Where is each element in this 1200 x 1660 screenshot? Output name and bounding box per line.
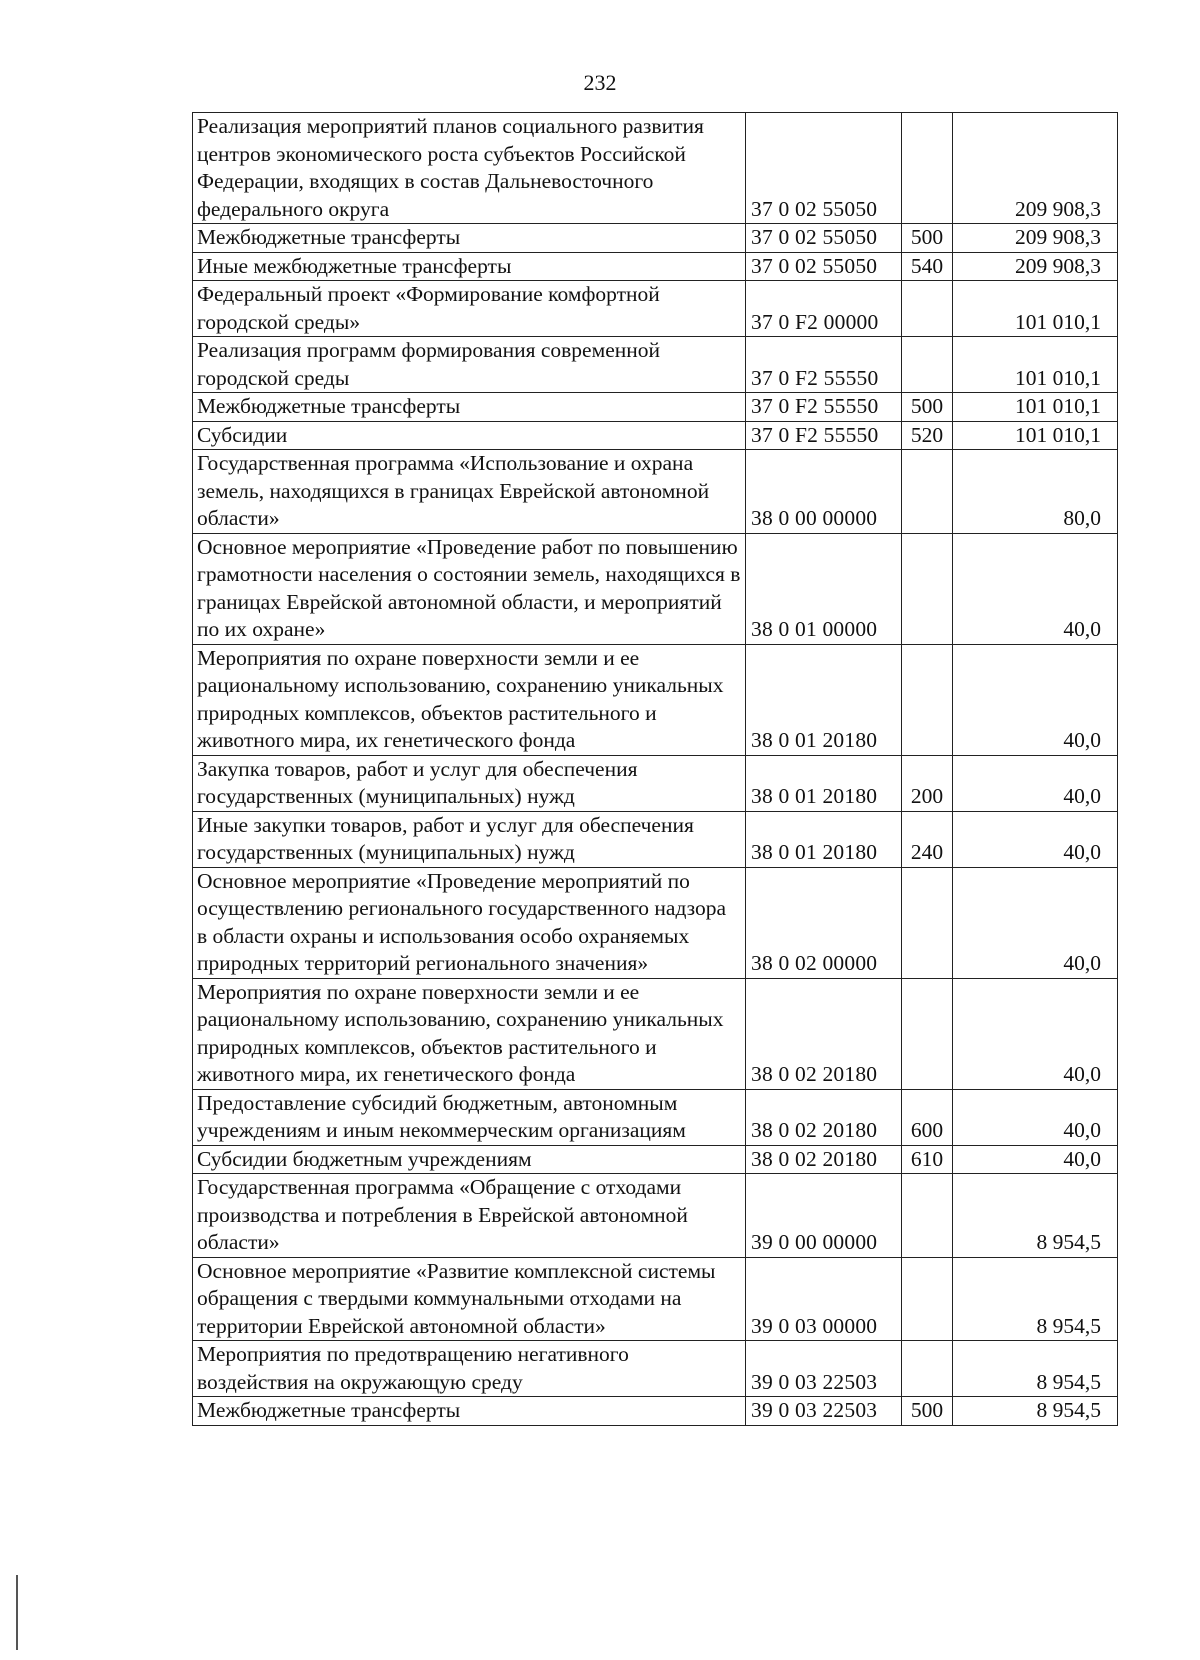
row-amount-cell: 101 010,1 — [953, 393, 1118, 422]
row-code-cell: 39 0 03 22503 — [746, 1341, 902, 1397]
table-row — [193, 1174, 1118, 1258]
row-amount-cell: 40,0 — [953, 811, 1118, 867]
row-amount-cell: 40,0 — [953, 978, 1118, 1089]
row-name-cell: Мероприятия по охране поверхности земли и ее рациональному использованию, сохранению уникальных природных комплексов, объектов растительного и животного мира, их генетического фонда — [193, 644, 746, 755]
row-amount-cell: 40,0 — [953, 867, 1118, 978]
row-name-cell: Основное мероприятие «Проведение работ по повышению грамотности населения о состоянии земель, находящихся в границах Еврейской автономной области, и мероприятий по их охране» — [193, 533, 746, 644]
row-expense-type-cell — [902, 978, 953, 1089]
row-name-cell: Закупка товаров, работ и услуг для обеспечения государственных (муниципальных) нужд — [193, 755, 746, 811]
table-row — [193, 421, 1118, 450]
row-name-cell: Межбюджетные трансферты — [193, 224, 746, 253]
row-code-cell: 37 0 F2 55550 — [746, 421, 902, 450]
table-row — [193, 1397, 1118, 1426]
row-code-cell: 38 0 01 20180 — [746, 755, 902, 811]
row-name-cell: Государственная программа «Использование и охрана земель, находящихся в границах Еврейской автономной области» — [193, 450, 746, 534]
row-code-cell: 39 0 00 00000 — [746, 1174, 902, 1258]
row-name-cell: Мероприятия по предотвращению негативного воздействия на окружающую среду — [193, 1341, 746, 1397]
row-expense-type-cell — [902, 1174, 953, 1258]
table-row — [193, 252, 1118, 281]
row-amount-cell: 101 010,1 — [953, 281, 1118, 337]
table-row — [193, 1089, 1118, 1145]
row-name-cell: Иные межбюджетные трансферты — [193, 252, 746, 281]
margin-line — [16, 1575, 18, 1650]
table-row — [193, 755, 1118, 811]
row-amount-cell: 101 010,1 — [953, 337, 1118, 393]
row-amount-cell: 40,0 — [953, 1089, 1118, 1145]
row-amount-cell: 209 908,3 — [953, 252, 1118, 281]
row-name-cell: Основное мероприятие «Развитие комплексной системы обращения с твердыми коммунальными отходами на территории Еврейской автономной области» — [193, 1257, 746, 1341]
row-code-cell: 37 0 F2 00000 — [746, 281, 902, 337]
table-row — [193, 113, 1118, 224]
row-name-cell: Основное мероприятие «Проведение мероприятий по осуществлению регионального государственного надзора в области охраны и использования особо охраняемых природных территорий регионального значения» — [193, 867, 746, 978]
row-expense-type-cell: 540 — [902, 252, 953, 281]
table-row — [193, 1341, 1118, 1397]
row-code-cell: 37 0 02 55050 — [746, 113, 902, 224]
row-expense-type-cell — [902, 450, 953, 534]
row-expense-type-cell — [902, 867, 953, 978]
table-row — [193, 978, 1118, 1089]
row-amount-cell: 80,0 — [953, 450, 1118, 534]
row-code-cell: 38 0 02 20180 — [746, 978, 902, 1089]
row-expense-type-cell: 500 — [902, 393, 953, 422]
row-expense-type-cell: 200 — [902, 755, 953, 811]
row-code-cell: 37 0 F2 55550 — [746, 393, 902, 422]
row-amount-cell: 8 954,5 — [953, 1257, 1118, 1341]
row-code-cell: 38 0 02 00000 — [746, 867, 902, 978]
row-expense-type-cell: 520 — [902, 421, 953, 450]
row-code-cell: 38 0 01 20180 — [746, 644, 902, 755]
row-name-cell: Реализация программ формирования современной городской среды — [193, 337, 746, 393]
row-code-cell: 38 0 01 20180 — [746, 811, 902, 867]
row-name-cell: Межбюджетные трансферты — [193, 393, 746, 422]
row-amount-cell: 40,0 — [953, 533, 1118, 644]
row-name-cell: Предоставление субсидий бюджетным, автономным учреждениям и иным некоммерческим организациям — [193, 1089, 746, 1145]
table-row — [193, 533, 1118, 644]
row-expense-type-cell — [902, 533, 953, 644]
row-expense-type-cell — [902, 644, 953, 755]
table-row — [193, 393, 1118, 422]
row-name-cell: Субсидии бюджетным учреждениям — [193, 1145, 746, 1174]
row-name-cell: Иные закупки товаров, работ и услуг для обеспечения государственных (муниципальных) нужд — [193, 811, 746, 867]
row-expense-type-cell — [902, 337, 953, 393]
page-number: 232 — [583, 70, 617, 95]
table-row — [193, 281, 1118, 337]
row-amount-cell: 40,0 — [953, 755, 1118, 811]
row-code-cell: 37 0 02 55050 — [746, 224, 902, 253]
row-amount-cell: 8 954,5 — [953, 1341, 1118, 1397]
row-expense-type-cell: 240 — [902, 811, 953, 867]
row-expense-type-cell: 500 — [902, 1397, 953, 1426]
row-code-cell: 38 0 02 20180 — [746, 1145, 902, 1174]
table-row — [193, 644, 1118, 755]
row-amount-cell: 8 954,5 — [953, 1174, 1118, 1258]
table-row — [193, 1257, 1118, 1341]
row-expense-type-cell — [902, 281, 953, 337]
row-code-cell: 39 0 03 00000 — [746, 1257, 902, 1341]
row-code-cell: 38 0 00 00000 — [746, 450, 902, 534]
row-expense-type-cell: 600 — [902, 1089, 953, 1145]
row-code-cell: 38 0 01 00000 — [746, 533, 902, 644]
table-row — [193, 224, 1118, 253]
row-name-cell: Федеральный проект «Формирование комфортной городской среды» — [193, 281, 746, 337]
table-row — [193, 450, 1118, 534]
row-code-cell: 39 0 03 22503 — [746, 1397, 902, 1426]
row-expense-type-cell — [902, 113, 953, 224]
budget-table-body — [193, 113, 1118, 1426]
row-name-cell: Субсидии — [193, 421, 746, 450]
row-code-cell: 37 0 02 55050 — [746, 252, 902, 281]
row-expense-type-cell — [902, 1341, 953, 1397]
table-row — [193, 867, 1118, 978]
row-amount-cell: 40,0 — [953, 1145, 1118, 1174]
budget-table — [192, 112, 1118, 1426]
row-name-cell: Мероприятия по охране поверхности земли и ее рациональному использованию, сохранению уникальных природных комплексов, объектов растительного и животного мира, их генетического фонда — [193, 978, 746, 1089]
row-expense-type-cell: 500 — [902, 224, 953, 253]
row-name-cell: Реализация мероприятий планов социального развития центров экономического роста субъектов Российской Федерации, входящих в состав Дальневосточного федерального округа — [193, 113, 746, 224]
row-amount-cell: 8 954,5 — [953, 1397, 1118, 1426]
row-amount-cell: 209 908,3 — [953, 113, 1118, 224]
row-expense-type-cell — [902, 1257, 953, 1341]
row-amount-cell: 101 010,1 — [953, 421, 1118, 450]
row-name-cell: Государственная программа «Обращение с отходами производства и потребления в Еврейской автономной области» — [193, 1174, 746, 1258]
table-row — [193, 337, 1118, 393]
row-expense-type-cell: 610 — [902, 1145, 953, 1174]
row-code-cell: 38 0 02 20180 — [746, 1089, 902, 1145]
row-amount-cell: 40,0 — [953, 644, 1118, 755]
row-code-cell: 37 0 F2 55550 — [746, 337, 902, 393]
row-name-cell: Межбюджетные трансферты — [193, 1397, 746, 1426]
table-row — [193, 811, 1118, 867]
table-row — [193, 1145, 1118, 1174]
row-amount-cell: 209 908,3 — [953, 224, 1118, 253]
